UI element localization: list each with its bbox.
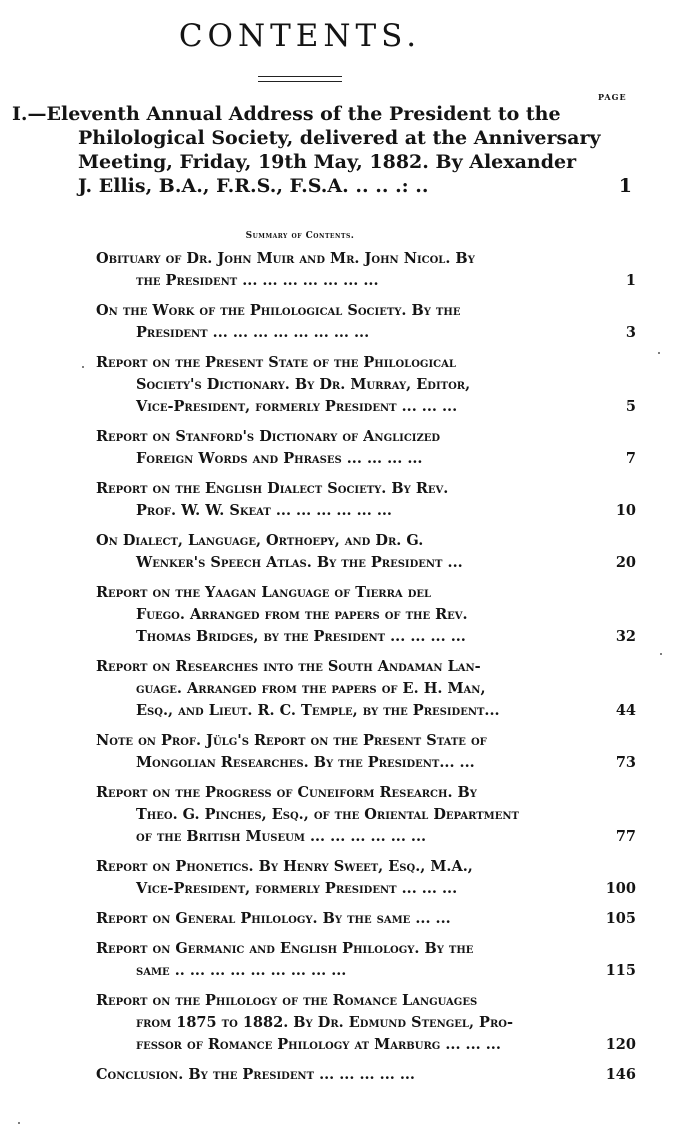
toc-entry-line: Foreign Words and Phrases ... ... ... ...	[136, 450, 423, 467]
toc-entry-page: 32	[615, 628, 636, 645]
toc-entry-page: 5	[625, 398, 636, 415]
main-entry-line: I.—Eleventh Annual Address of the President to the	[12, 103, 561, 125]
toc-entry-page: 120	[605, 1036, 636, 1053]
toc-entry-page: 100	[605, 880, 636, 897]
toc-entry-page: 105	[605, 910, 636, 927]
toc-entry	[96, 248, 636, 292]
paper-speck	[82, 366, 84, 368]
toc-entry-line: On the Work of the Philological Society. By the	[96, 302, 461, 319]
toc-entry	[96, 352, 636, 418]
toc-entry-line: Fuego. Arranged from the papers of the Rev.	[136, 606, 468, 623]
toc-entry-line: Report on the Philology of the Romance Languages	[96, 992, 478, 1009]
main-entry-page: 1	[618, 175, 632, 197]
toc-entry	[96, 990, 636, 1056]
toc-entry-page: 77	[615, 828, 636, 845]
toc-entry-line: Report on Germanic and English Philology. By the	[96, 940, 474, 957]
toc-entry-page: 7	[625, 450, 636, 467]
toc-entry-line: Conclusion. By the President ... ... ... ... ...	[96, 1066, 415, 1083]
toc-entry-line: Report on the Progress of Cuneiform Research. By	[96, 784, 477, 801]
toc-entry-page: 115	[605, 962, 636, 979]
toc-entry-line: Report on the English Dialect Society. By Rev.	[96, 480, 449, 497]
toc-entry-line: Wenker's Speech Atlas. By the President ...	[136, 554, 463, 571]
toc-entry-line: Report on General Philology. By the same ... ...	[96, 910, 451, 927]
toc-entry	[96, 582, 636, 648]
contents-list	[96, 248, 636, 1094]
summary-heading: Summary of Contents.	[245, 231, 355, 241]
toc-entry-line: Report on the Present State of the Philological	[96, 354, 456, 371]
toc-entry-line: Vice-President, formerly President ... ... ...	[136, 880, 458, 897]
toc-entry	[96, 1064, 636, 1086]
toc-entry-line: Esq., and Lieut. R. C. Temple, by the President...	[136, 702, 500, 719]
toc-entry	[96, 856, 636, 900]
toc-entry	[96, 938, 636, 982]
toc-entry-page: 146	[605, 1066, 636, 1083]
main-entry-line: Meeting, Friday, 19th May, 1882. By Alexander	[78, 151, 577, 173]
toc-entry-line: from 1875 to 1882. By Dr. Edmund Stengel, Pro-	[136, 1014, 514, 1031]
toc-entry	[96, 656, 636, 722]
title-rule-bottom	[258, 81, 342, 82]
toc-entry	[96, 300, 636, 344]
toc-entry	[96, 908, 636, 930]
toc-entry-line: President ... ... ... ... ... ... ... ...	[136, 324, 370, 341]
toc-entry-line: Note on Prof. Jülg's Report on the Present State of	[96, 732, 487, 749]
toc-entry-page: 1	[625, 272, 636, 289]
toc-entry-line: the President ... ... ... ... ... ... ...	[136, 272, 379, 289]
paper-speck	[660, 653, 662, 655]
main-entry-line: Philological Society, delivered at the Anniversary	[78, 127, 601, 149]
paper-speck	[658, 352, 660, 354]
toc-entry-page: 10	[615, 502, 636, 519]
paper-speck	[18, 1122, 20, 1124]
toc-entry-line: On Dialect, Language, Orthoepy, and Dr. G.	[96, 532, 424, 549]
toc-entry	[96, 530, 636, 574]
toc-entry-line: Mongolian Researches. By the President... ...	[136, 754, 475, 771]
page-column-label: PAGE	[598, 92, 627, 102]
toc-entry-line: Thomas Bridges, by the President ... ... ... ...	[136, 628, 466, 645]
toc-entry-page: 20	[615, 554, 636, 571]
toc-entry	[96, 426, 636, 470]
toc-entry-line: Report on Stanford's Dictionary of Anglicized	[96, 428, 441, 445]
toc-entry-line: of the British Museum ... ... ... ... ... ...	[136, 828, 427, 845]
toc-entry	[96, 730, 636, 774]
toc-entry-page: 3	[625, 324, 636, 341]
toc-entry-line: Vice-President, formerly President ... ... ...	[136, 398, 458, 415]
toc-entry-line: fessor of Romance Philology at Marburg ... ... ...	[136, 1036, 501, 1053]
toc-entry-line: Obituary of Dr. John Muir and Mr. John Nicol. By	[96, 250, 475, 267]
toc-entry-page: 73	[615, 754, 636, 771]
page-title: CONTENTS.	[178, 18, 422, 54]
main-entry	[12, 102, 637, 198]
toc-entry-page: 44	[615, 702, 636, 719]
toc-entry	[96, 478, 636, 522]
toc-entry	[96, 782, 636, 848]
toc-entry-line: Society's Dictionary. By Dr. Murray, Editor,	[136, 376, 471, 393]
toc-entry-line: Theo. G. Pinches, Esq., of the Oriental Department	[136, 806, 519, 823]
toc-entry-line: Report on Phonetics. By Henry Sweet, Esq., M.A.,	[96, 858, 473, 875]
toc-entry-line: guage. Arranged from the papers of E. H. Man,	[136, 680, 486, 697]
toc-entry-line: same .. ... ... ... ... ... ... ... ...	[136, 962, 347, 979]
toc-entry-line: Prof. W. W. Skeat ... ... ... ... ... ...	[136, 502, 392, 519]
main-entry-line: J. Ellis, B.A., F.R.S., F.S.A. .. .. .: ..	[78, 175, 429, 197]
toc-entry-line: Report on the Yaagan Language of Tierra del	[96, 584, 432, 601]
toc-entry-line: Report on Researches into the South Andaman Lan-	[96, 658, 481, 675]
title-rule-top	[258, 76, 342, 77]
